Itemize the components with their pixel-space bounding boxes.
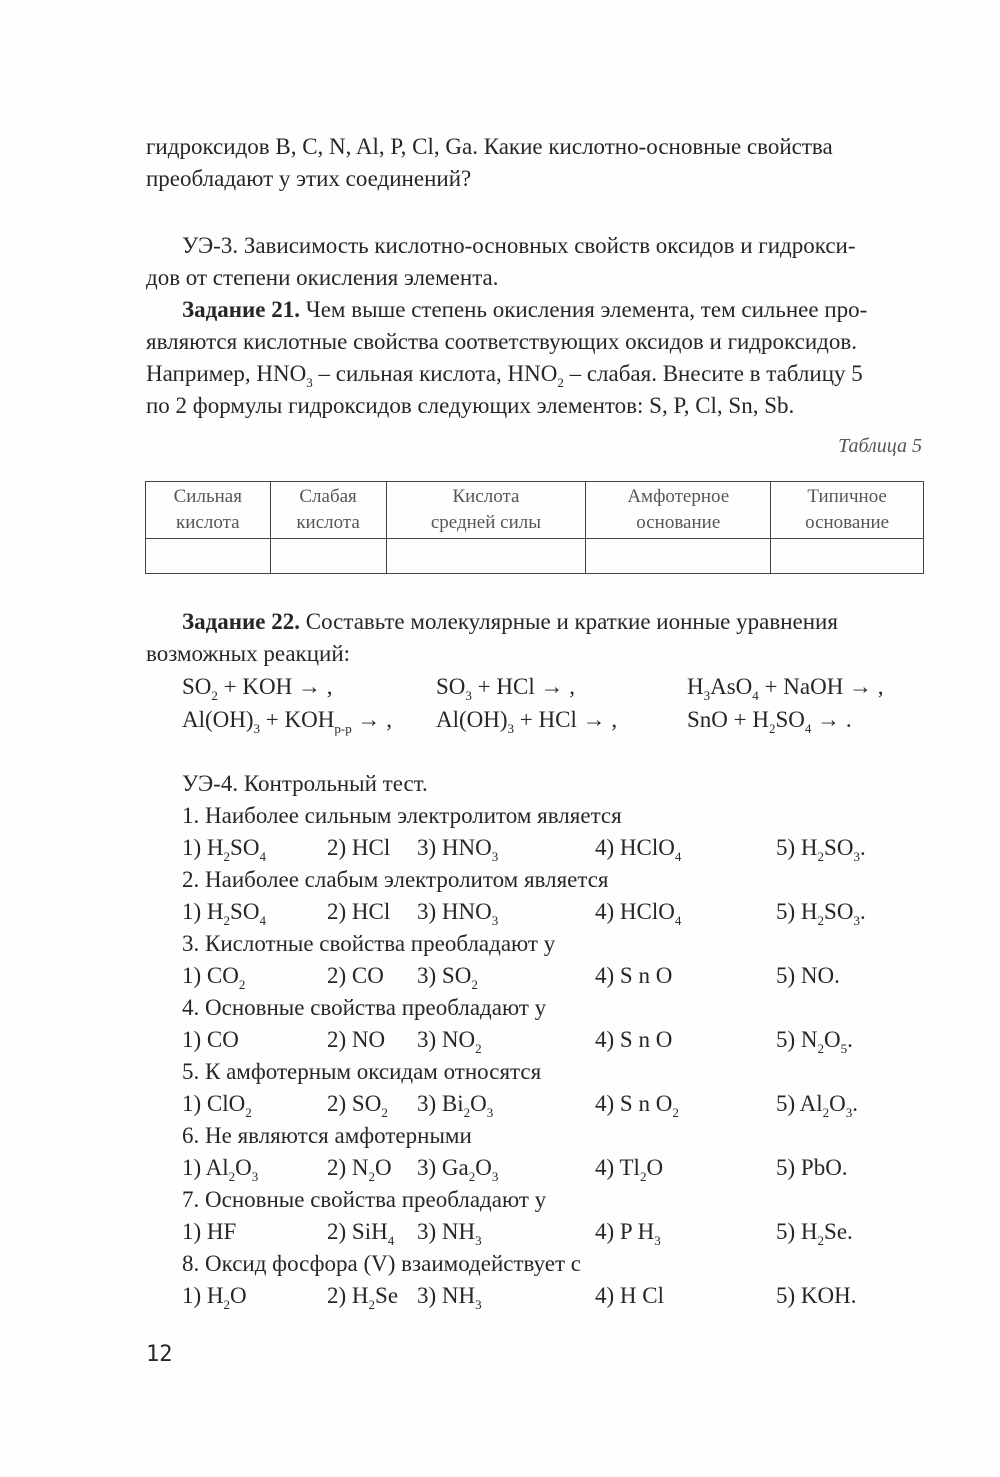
question-6: 6. Не являются амфотерными — [182, 1123, 472, 1148]
question-4: 4. Основные свойства преобладают у — [182, 995, 547, 1020]
answer-option[interactable]: 4) $Tl_2O$ — [595, 1155, 664, 1184]
answer-option[interactable]: 1) $H_2SO_4$ — [182, 899, 266, 928]
equation: $Al(OH)_3$ + HCl → , — [436, 707, 618, 736]
task21-paragraph: Задание 21. Чем выше степень окисления элемента, тем сильнее про- являются кислотные свойства соответствующих оксидов и гидроксидов. Например, $HNO_3$ – сильная кислота, $HNO_2$ – слабая. Внесите в таблицу 5 по 2 формулы гидроксидов следующих элементов: S, P, Cl, Sn, Sb. — [146, 297, 868, 418]
table5-header: Кислота средней силы — [386, 482, 586, 539]
answer-option[interactable]: 4) S n $O_2$ — [595, 1091, 679, 1120]
answer-option[interactable]: 2) $H_2Se$ — [327, 1283, 399, 1312]
answer-option[interactable]: 5) PbO. — [776, 1155, 848, 1180]
answer-option[interactable]: 3) $HNO_3$ — [417, 899, 499, 928]
table5-empty-cell[interactable] — [270, 539, 386, 574]
question-1: 1. Наиболее сильным электролитом является — [182, 803, 622, 828]
answer-option[interactable]: 4) HClO$_4$ — [595, 835, 682, 864]
ue3-paragraph: УЭ-3. Зависимость кислотно-основных свойств оксидов и гидрокси- дов от степени окисления элемента. — [146, 233, 856, 290]
answer-option[interactable]: 1) $H_2O$ — [182, 1283, 247, 1312]
table5 — [145, 481, 924, 574]
answer-option[interactable]: 1) ClO$_2$ — [182, 1091, 252, 1120]
answer-option[interactable]: 3) $Ga_2O_3$ — [417, 1155, 499, 1184]
answer-option[interactable]: 5) KOH. — [776, 1283, 857, 1308]
page-number: 12 — [146, 1342, 173, 1367]
answer-option[interactable]: 5) $Al_2O_3$. — [776, 1091, 859, 1120]
answer-option[interactable]: 1) $CO_2$ — [182, 963, 246, 992]
answer-option[interactable]: 3) $Bi_2O_3$ — [417, 1091, 494, 1120]
answer-option[interactable]: 3) $SO_2$ — [417, 963, 478, 992]
answer-option[interactable]: 3) $HNO_3$ — [417, 835, 499, 864]
answer-option[interactable]: 3) $NO_2$ — [417, 1027, 482, 1056]
answer-option[interactable]: 2) HCl — [327, 899, 391, 924]
equation: SnO + $H_2SO_4$ → . — [687, 707, 852, 736]
question-5: 5. К амфотерным оксидам относятся — [182, 1059, 542, 1084]
table5-header: Слабая кислота — [270, 482, 386, 539]
answer-option[interactable]: 5) $H_2SO_3$. — [776, 899, 866, 928]
intro-paragraph: гидроксидов B, C, N, Al, P, Cl, Ga. Какие кислотно-основные свойства преобладают у этих соединений? — [146, 134, 833, 191]
answer-option[interactable]: 2) CO — [327, 963, 384, 988]
table5-header: Типичное основание — [771, 482, 924, 539]
answer-option[interactable]: 5) $H_2Se$. — [776, 1219, 853, 1248]
question-2: 2. Наиболее слабым электролитом является — [182, 867, 609, 892]
answer-option[interactable]: 2) $SO_2$ — [327, 1091, 388, 1120]
answer-option[interactable]: 1) HF — [182, 1219, 237, 1244]
table5-empty-cell[interactable] — [771, 539, 924, 574]
answer-option[interactable]: 4) HClO$_4$ — [595, 899, 682, 928]
answer-option[interactable]: 5) NO. — [776, 963, 840, 988]
table5-header: Сильная кислота — [146, 482, 271, 539]
answer-option[interactable]: 4) P $H_3$ — [595, 1219, 661, 1248]
question-8: 8. Оксид фосфора (V) взаимодействует с — [182, 1251, 582, 1276]
answer-option[interactable]: 4) S n O — [595, 1027, 673, 1052]
answer-option[interactable]: 3) $NH_3$ — [417, 1219, 482, 1248]
question-7: 7. Основные свойства преобладают у — [182, 1187, 547, 1212]
task22-paragraph: Задание 22. Составьте молекулярные и краткие ионные уравнения возможных реакций: — [146, 609, 838, 666]
answer-option[interactable]: 2) NO — [327, 1027, 386, 1052]
ue4-title: УЭ-4. Контрольный тест. — [182, 771, 428, 796]
answer-option[interactable]: 4) H Cl — [595, 1283, 664, 1308]
answer-option[interactable]: 5) $N_2O_5$. — [776, 1027, 853, 1056]
answer-option[interactable]: 4) S n O — [595, 963, 673, 988]
table5-caption: Таблица 5 — [838, 435, 922, 457]
answer-option[interactable]: 2) HCl — [327, 835, 391, 860]
question-3: 3. Кислотные свойства преобладают у — [182, 931, 556, 956]
answer-option[interactable]: 1) $Al_2O_3$ — [182, 1155, 259, 1184]
answer-option[interactable]: 1) CO — [182, 1027, 239, 1052]
answer-option[interactable]: 2) $N_2O$ — [327, 1155, 392, 1184]
equation: $H_3AsO_4$ + NaOH → , — [687, 674, 884, 703]
task21-heading: Задание 21. — [182, 297, 300, 322]
table5-header: Амфотерное основание — [586, 482, 771, 539]
equation: $Al(OH)_3 + KOH_{р-р}$ → , — [182, 707, 392, 736]
table5-empty-cell[interactable] — [586, 539, 771, 574]
table5-empty-cell[interactable] — [146, 539, 271, 574]
answer-option[interactable]: 2) SiH$_4$ — [327, 1219, 395, 1248]
task22-heading: Задание 22. — [182, 609, 300, 634]
answer-option[interactable]: 3) $NH_3$ — [417, 1283, 482, 1312]
answer-option[interactable]: 5) $H_2SO_3$. — [776, 835, 866, 864]
equation: $SO_2$ + KOH → , — [182, 674, 333, 703]
table5-empty-cell[interactable] — [386, 539, 586, 574]
answer-option[interactable]: 1) $H_2SO_4$ — [182, 835, 266, 864]
equation: $SO_3$ + HCl → , — [436, 674, 575, 703]
